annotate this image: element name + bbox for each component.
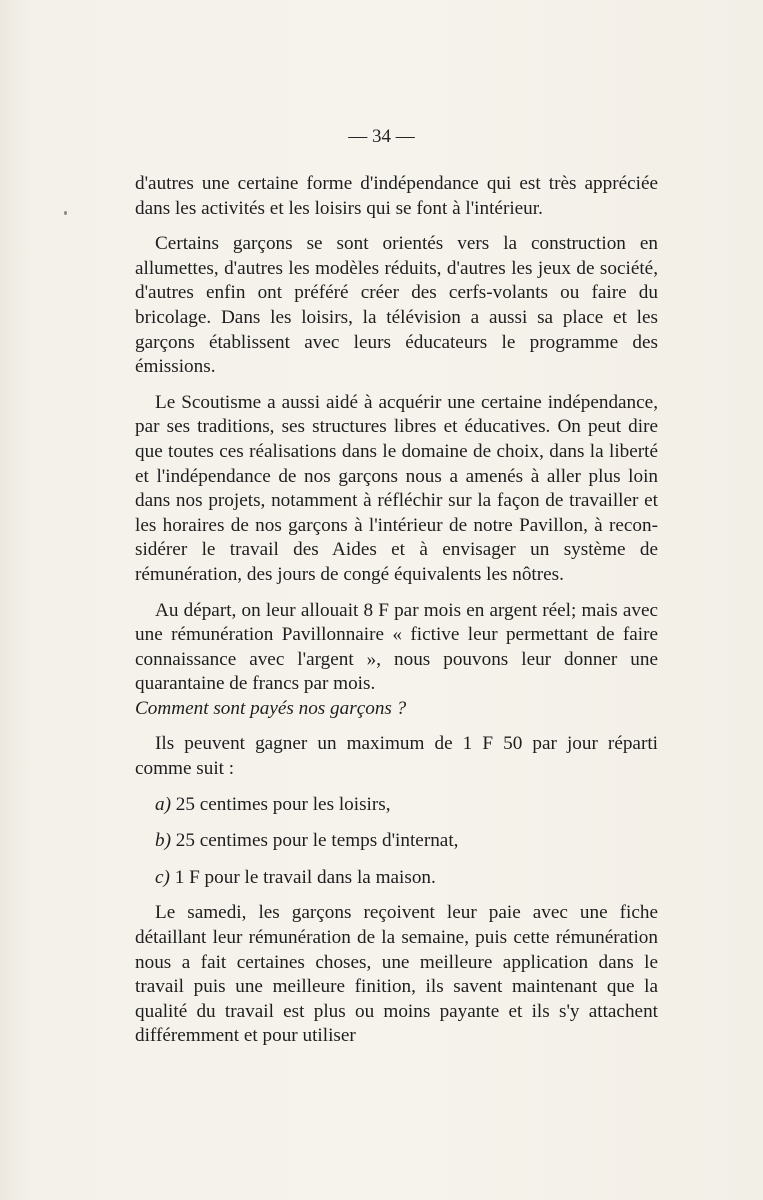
list-item-text: 1 F pour le travail dans la maison. — [169, 866, 436, 888]
paper-speck — [64, 211, 67, 215]
section-subheading: Comment sont payés nos garçons ? — [135, 697, 407, 719]
list-marker: a) — [155, 793, 171, 815]
paragraph-3: Le Scoutisme a aussi aidé à acquérir une certaine indépendance, par ses traditions, ses structures libres et éducatives. On peut dire que toutes ces réalisations dans le domaine de choix, dans la liberté et l'indépendance de nos garçons nous a amenés à aller plus loin dans nos projets, notamment à réfléchir sur la façon de travailler et les horaires de nos garçons à l'intérieur de notre Pavillon, à reconsidérer le travail des Aides et à envisager un système de rémunération, des jours de congé équivalents les nôtres. — [135, 391, 658, 585]
paragraph-1: d'autres une certaine forme d'indépendance qui est très appréciée dans les activités et les loisirs qui se font à l'intérieur. — [135, 173, 658, 219]
list-item — [135, 793, 658, 818]
list-item — [135, 829, 658, 854]
paragraph-4: Au départ, on leur allouait 8 F par mois en argent réel; mais avec une rémunération Pavillonnaire « fictive leur permettant de faire connaissance avec l'argent », nous pouvons leur donner une quarantaine de francs par mois. — [135, 599, 658, 695]
payment-list — [135, 793, 658, 891]
list-item-text: 25 centimes pour le temps d'internat, — [170, 830, 459, 852]
list-marker: b) — [155, 830, 171, 852]
body-text — [135, 172, 658, 1060]
paragraph-6: Le samedi, les garçons reçoivent leur paie avec une fiche détaillant leur rémunération de la semaine, puis cette rémunération nous a fait certaines choses, une meilleure application dans le travail puis une meilleure finition, ils savent maintenant que la qualité du travail est plus ou moins payante et ils s'y attachent différemment et pour utiliser — [135, 902, 658, 1047]
list-marker: c) — [155, 866, 170, 888]
paragraph-5: Ils peuvent gagner un maximum de 1 F 50 par jour réparti comme suit : — [135, 733, 658, 780]
list-item — [135, 866, 658, 891]
page-number: — 34 — — [348, 126, 415, 147]
list-item-text: 25 centimes pour les loisirs, — [170, 793, 391, 815]
paragraph-2: Certains garçons se sont orientés vers la construction en allumettes, d'autres les modèles réduits, d'autres les jeux de société, d'autres enfin ont préféré créer des cerfs-volants ou faire du bricolage. Dans les loisirs, la télévision a aussi sa place et les garçons établissent avec leurs éducateurs le programme des émissions. — [135, 233, 658, 378]
